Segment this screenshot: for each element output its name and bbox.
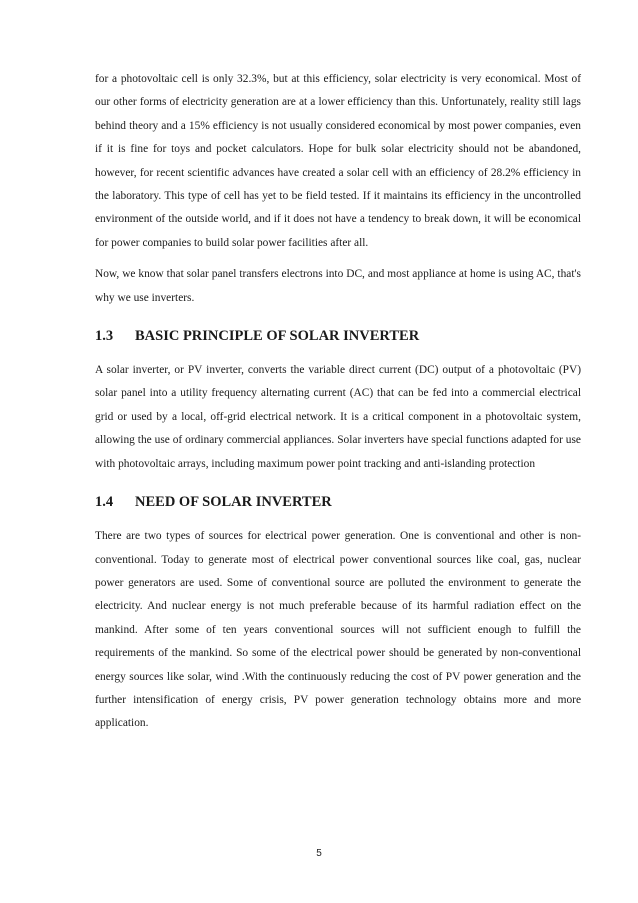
section-title: NEED OF SOLAR INVERTER xyxy=(135,494,332,511)
paragraph-solar-efficiency: for a photovoltaic cell is only 32.3%, but at this efficiency, solar electricity is very economical. Most of our other forms of electricity generation are at a lower efficiency than this. Unfortunately, reality still lags behind theory and a 15% efficiency is not usually considered economical by most power companies, even if it is fine for toys and pocket calculators. Hope for bulk solar electricity should not be abandoned, however, for recent scientific advances have created a solar cell with an efficiency of 28.2% efficiency in the laboratory. This type of cell has yet to be field tested. If it maintains its efficiency in the uncontrolled environment of the outside world, and if it does not have a tendency to break down, it will be economical for power companies to build solar power facilities after all. xyxy=(95,73,581,249)
section-number: 1.3 xyxy=(95,328,114,345)
section-heading-1-4 xyxy=(95,492,581,512)
section-title: BASIC PRINCIPLE OF SOLAR INVERTER xyxy=(135,328,420,345)
paragraph-inverter-need: There are two types of sources for electrical power generation. One is conventional and other is non- conventional. Today to generate most of electrical power conventional sources like coal, gas, nuclear power generators are used. Some of conventional source are polluted the environment to generate the electricity. And nuclear energy is not much preferable because of its harmful radiation effect on the mankind. After some of ten years conventional sources will not sufficient enough to fulfill the requirements of the mankind. So some of the electrical power should be generated by non-conventional energy sources like solar, wind .With the continuously reducing the cost of PV power generation and the further intensification of energy crisis, PV power generation technology obtains more and more application. xyxy=(95,530,581,730)
page-number: 5 xyxy=(316,848,322,859)
page-body xyxy=(95,68,581,736)
section-number: 1.4 xyxy=(95,494,114,511)
paragraph-dc-ac: Now, we know that solar panel transfers electrons into DC, and most appliance at home is using AC, that's why we use inverters. xyxy=(95,268,581,304)
section-heading-1-3 xyxy=(95,326,581,346)
paragraph-inverter-principle: A solar inverter, or PV inverter, converts the variable direct current (DC) output of a photovoltaic (PV) solar panel into a utility frequency alternating current (AC) that can be fed into a commercial electrical grid or used by a local, off-grid electrical network. It is a critical component in a photovoltaic system, allowing the use of ordinary commercial appliances. Solar inverters have special functions adapted for use with photovoltaic arrays, including maximum power point tracking and anti-islanding protection xyxy=(95,364,581,470)
